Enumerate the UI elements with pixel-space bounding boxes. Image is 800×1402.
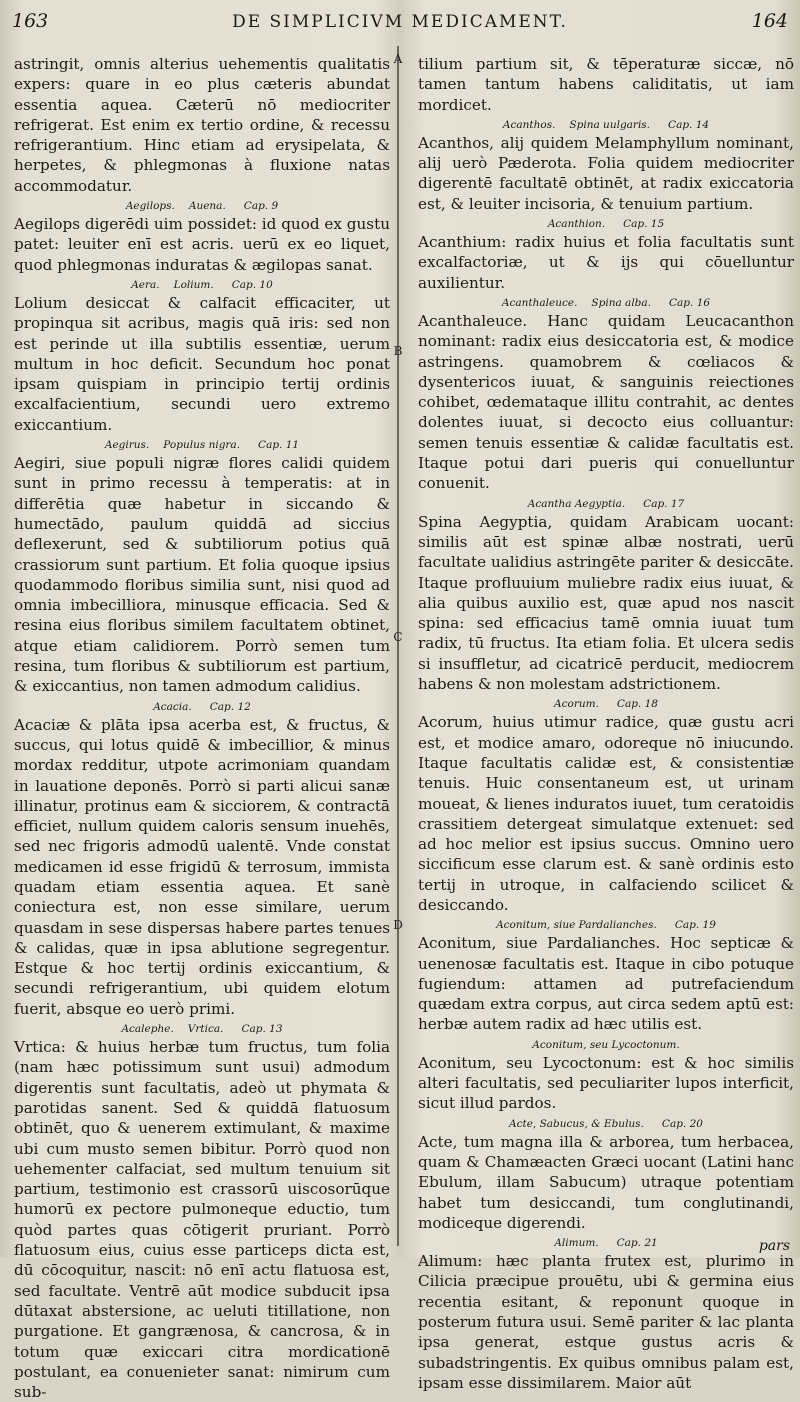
margin-letter-a: A xyxy=(393,52,403,66)
entry-text: Alimum: hæc planta frutex est, plurimo in Cilicia præcipue prouētu, ubi & germina eius recentia esitant, & reponunt quoque in posterum futura usui. Semē pariter & lac planta ipsa generat, estque gustus acris & subadstringentis. Ex quibus omnibus palam est, ipsam esse dissimilarem. Maior aūt xyxy=(418,1252,794,1392)
entry-text: Acaciæ & plāta ipsa acerba est, & fructus, & succus, qui lotus quidē & imbecillior, & minus mordax redditur, utpote acrimoniam quandam in lauatione deponēs. Porrò si parti alicui sanæ illinatur, protinus eam & sicciorem, & contractā efficiet, nullum quidem caloris sensum inuehēs, sed nec frigoris admodū ualentē. Vnde constat medicamen id esse frigidū & terrosum, immista quadam etiam essentia aquea. Et sanè coniectura est, non esse similare, uerum quasdam in sese dispersas habere partes tenues & calidas, quæ in ipsa ablutione segregentur. Estque & hoc tertij ordinis exiccantium, & secundi refrigerantium, ubi quidem elotum fuerit, absque eo uerò primi. xyxy=(14,715,390,1018)
entry-latin-name: Spina uulgaris. xyxy=(569,118,651,131)
entry-greek-name: Acanthaleuce. xyxy=(501,296,578,309)
entry-latin-name: Auena. xyxy=(188,200,226,213)
entry-greek-name: Alimum. xyxy=(554,1237,599,1250)
entry-chapter-number: Cap. 9 xyxy=(243,200,279,213)
entry-chapter-number: Cap. 19 xyxy=(674,919,716,932)
entry-heading xyxy=(14,278,390,292)
entry-chapter-number: Cap. 12 xyxy=(209,700,251,713)
entry-latin-name: Lolium. xyxy=(173,278,214,291)
entry-chapter-number: Cap. 21 xyxy=(616,1237,658,1250)
entry-heading xyxy=(418,217,794,231)
entry-heading xyxy=(418,497,794,511)
entry-text: Acanthaleuce. Hanc quidam Leucacanthon nominant: radix eius desiccatoria est, & modice astringens. quamobrem & cœliacos & dysentericos iuuat, & sanguinis reiectiones cohibet, œdemataque illitu contrahit, ac dentes dolentes iuuat, si decocto eius colluantur: semen tenuis essentiæ & calidæ facultatis est. Itaque potui dari pueris qui conuelluntur conuenit. xyxy=(418,311,794,493)
entry-latin-name: Vrtica. xyxy=(187,1023,224,1036)
entry-heading xyxy=(418,296,794,310)
entry-heading xyxy=(418,118,794,132)
entry-greek-name: Acalephe. xyxy=(121,1023,174,1036)
continuation-text: astringit, omnis alterius uehementis qualitatis expers: quare in eo plus cæteris abundat essentia aquea. Cæterū nō mediocriter refrigerat. Est enim ex tertio ordine, & recessu refrigerantium. Hinc etiam ad erysipelata, & herpetes, & phlegmonas à fluxione natas accommodatur. xyxy=(14,55,390,195)
right-column xyxy=(418,54,794,1392)
margin-letter-b: B xyxy=(393,344,403,358)
entry-text: Aegilops digerēdi uim possidet: id quod ex gustu patet: leuiter enī est acris. uerū ex eo liquet, quod phlegmonas induratas & ægilopas sanat. xyxy=(14,215,390,274)
entry-text: Aconitum, siue Pardalianches. Hoc septicæ & uenenosæ facultatis est. Itaque in cibo potuque fugiendum: attamen ad putrefaciendum quædam extra corpus, aut circa sedem aptū est: herbæ autem radix ad hæc utilis est. xyxy=(418,934,794,1034)
entry-text: Lolium desiccat & calfacit efficaciter, ut propinqua sit acribus, magis quā iris: sed non est perinde ut illa subtilis essentiæ, uerum multum in hoc deficit. Secundum hoc ponat ipsam quispiam in principio tertij ordinis excalfacientium, secundi uero extremo exiccantium. xyxy=(14,293,390,434)
left-column xyxy=(14,54,390,1402)
entry-chapter-number: Cap. 14 xyxy=(668,118,710,131)
entry-heading xyxy=(14,438,390,452)
entry-text: Acanthos, alij quidem Melamphyllum nominant, alij uerò Pæderota. Folia quidem mediocriter digerentē facultatē obtinēt, at radix exiccatoria est, & leuiter incisoria, & tenuium partium. xyxy=(418,133,794,213)
entry-text: Aconitum, seu Lycoctonum: est & hoc similis alteri facultatis, sed peculiariter lupos interficit, sicut illud pardos. xyxy=(418,1053,794,1113)
margin-letter-d: D xyxy=(393,918,403,932)
entry-text: Acorum, huius utimur radice, quæ gustu acri est, et modice amaro, odoreque nō iniucundo. Itaque facultatis calidæ est, & consistentiæ tenuis. Huic consentaneum est, ut urinam moueat, & lienes induratos iuuet, tum ceratoidis crassitiem detergeat simulatque extenuet: sed ad hoc melior est ipsius succus. Omnino uero siccificum esse clarum est. & sanè ordinis esto tertij in utroque, in calfaciendo scilicet & desiccando. xyxy=(418,713,794,914)
entry-heading xyxy=(14,700,390,714)
entry-text: Spina Aegyptia, quidam Arabicam uocant: similis aūt est spinæ albæ nostrati, uerū facultate ualidius astringēte pariter & desiccāte. Itaque profluuium muliebre radix eius iuuat, & alia quibus auxilio est, quæ apud nos nascit spina: sed efficacius tamē omnia iuuat tum radix, tū fructus. Ita etiam folia. Et ulcera sedis si insuffletur, ad cicatricē perducit, mediocrem habens & non molestam adstrictionem. xyxy=(418,512,794,694)
catchword: pars xyxy=(758,1238,790,1254)
entry-chapter-number: Cap. 15 xyxy=(623,218,665,231)
left-entries xyxy=(14,199,390,1402)
entry-latin-name: Populus nigra. xyxy=(163,439,241,452)
entry-greek-name: Acte, Sabucus, & Ebulus. xyxy=(509,1117,644,1130)
entry-heading xyxy=(14,1022,390,1036)
entry-chapter-number: Cap. 17 xyxy=(643,497,685,510)
entry-heading xyxy=(418,1038,794,1052)
entry-greek-name: Acacia. xyxy=(153,700,192,713)
entry-greek-name: Aera. xyxy=(131,278,160,291)
entry-text: Aegiri, siue populi nigræ flores calidi quidem sunt in primo recessu à temperatis: at in differētia quæ habetur in siccando & humectādo, paulum quiddā ad siccius deflexerunt, sed & subtiliorum potius quā crassiorum sunt partium. Et folia quoque ipsius quodammodo floribus similia sunt, nisi quod ad omnia imbecilliora, minusque efficacia. Sed & resina eius floribus similem facultatem obtinet, atque etiam calidiorem. Porrò semen tum resina, tum floribus & subtiliorum est partium, & exiccantius, non tamen admodum calidius. xyxy=(14,454,390,696)
entry-text: Acte, tum magna illa & arborea, tum herbacea, quam & Chamæacten Græci uocant (Latini hanc Ebulum, illam Sabucum) utraque potentiam habet tum desiccandi, tum conglutinandi, modiceque digerendi. xyxy=(418,1132,794,1232)
entry-chapter-number: Cap. 10 xyxy=(231,278,273,291)
entry-greek-name: Acanthion. xyxy=(547,218,606,231)
entry-greek-name: Acorum. xyxy=(554,698,599,711)
entry-greek-name: Acanthos. xyxy=(502,118,556,131)
entry-heading xyxy=(418,1117,794,1131)
entry-heading xyxy=(418,1236,794,1250)
margin-letter-c: C xyxy=(393,630,403,644)
entry-latin-name: Spina alba. xyxy=(591,296,651,309)
page-header xyxy=(0,4,800,38)
entry-text: Acanthium: radix huius et folia facultatis sunt excalfactoriæ, ut & ijs qui cōuelluntur auxilientur. xyxy=(418,233,794,292)
continuation-text: tilium partium sit, & tēperaturæ siccæ, nō tamen tantum habens caliditatis, ut iam mordicet. xyxy=(418,55,794,114)
right-entries xyxy=(418,118,794,1393)
entry-chapter-number: Cap. 18 xyxy=(616,698,658,711)
entry-chapter-number: Cap. 13 xyxy=(241,1023,283,1036)
column-divider xyxy=(397,46,399,1246)
entry-greek-name: Acantha Aegyptia. xyxy=(527,497,626,510)
entry-heading xyxy=(418,918,794,932)
entry-greek-name: Aegilops. xyxy=(125,200,175,213)
page-number-left: 163 xyxy=(12,10,49,32)
page-number-right: 164 xyxy=(751,10,788,32)
entry-chapter-number: Cap. 16 xyxy=(669,296,711,309)
entry-heading xyxy=(14,199,390,213)
entry-greek-name: Aegirus. xyxy=(104,439,150,452)
entry-chapter-number: Cap. 11 xyxy=(258,439,300,452)
entry-chapter-number: Cap. 20 xyxy=(661,1117,703,1130)
entry-greek-name: Aconitum, siue Pardalianches. xyxy=(496,919,657,932)
running-title: DE SIMPLICIVM MEDICAMENT. xyxy=(232,12,568,32)
entry-text: Vrtica: & huius herbæ tum fructus, tum folia (nam hæc potissimum sunt usui) admodum digerentis sunt facultatis, adeò ut phymata & parotidas sanent. Sed & quiddā flatuosum obtinēt, quo & uenerem extimulant, & maxime ubi cum musto semen bibitur. Porrò quod non uehementer calfaciat, sed multum tenuium sit partium, testimonio est crassorū uiscosorūque humorū ex pectore pulmoneque eductio, tum quòd partes quas cōtigerit pruriant. Porrò flatuosum eius, cuius esse particeps dicta est, dū cōcoquitur, nascit: nō enī actu flatuosa est, sed facultate. Ventrē aūt modice subducit ipsa dūtaxat abstersione, ac ueluti titillatione, non purgatione. Et gangrænosa, & cancrosa, & in totum quæ exiccari citra mordicationē postulant, ea conuenieter sanat: nimirum cum sub- xyxy=(14,1038,390,1402)
entry-heading xyxy=(418,697,794,711)
entry-greek-name: Aconitum, seu Lycoctonum. xyxy=(532,1038,680,1051)
